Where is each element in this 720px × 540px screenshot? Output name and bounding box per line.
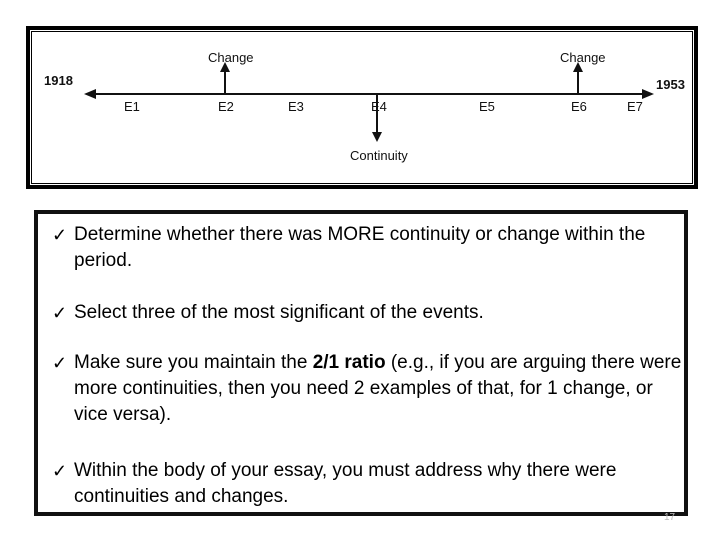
event-label-e4: E4	[371, 99, 387, 114]
checkmark-icon: ✓	[52, 303, 68, 323]
timeline-arrowhead-right	[642, 89, 654, 99]
instructions-box	[34, 210, 688, 516]
event-label-e2: E2	[218, 99, 234, 114]
event-label-e6: E6	[571, 99, 587, 114]
bullet-text: Within the body of your essay, you must address why there were continuities and changes.	[74, 460, 617, 507]
bullet-text: Select three of the most significant of the events.	[74, 302, 484, 323]
event-label-e1: E1	[124, 99, 140, 114]
change-label-e6: Change	[560, 50, 606, 65]
slide-number: 17	[664, 512, 676, 523]
bullet-item	[52, 222, 682, 274]
checkmark-icon: ✓	[52, 225, 68, 245]
checkmark-icon: ✓	[52, 353, 68, 373]
event-label-e5: E5	[479, 99, 495, 114]
checkmark-icon: ✓	[52, 461, 68, 481]
timeline-diagram	[26, 26, 698, 189]
bullet-text: Determine whether there was MORE continuity or change within the period.	[74, 224, 646, 271]
continuity-arrowhead-e4	[372, 132, 382, 142]
bullet-text-post: (e.g., if you are arguing there were more continuities, then you need 2 examples of that, for 1 change, or vice versa).	[74, 352, 682, 425]
event-label-e7: E7	[627, 99, 643, 114]
continuity-label-e4: Continuity	[350, 148, 408, 163]
timeline-arrowhead-left	[84, 89, 96, 99]
timeline-end-year: 1953	[656, 77, 685, 92]
bullet-item	[52, 350, 682, 428]
timeline-svg	[32, 32, 692, 183]
timeline-start-year: 1918	[44, 73, 73, 88]
bullet-text-bold: 2/1 ratio	[312, 352, 386, 373]
timeline-panel	[29, 29, 695, 186]
bullet-text-pre: Make sure you maintain the	[74, 352, 313, 373]
bullet-item	[52, 458, 682, 510]
change-label-e2: Change	[208, 50, 254, 65]
bullet-item	[52, 300, 682, 326]
event-label-e3: E3	[288, 99, 304, 114]
